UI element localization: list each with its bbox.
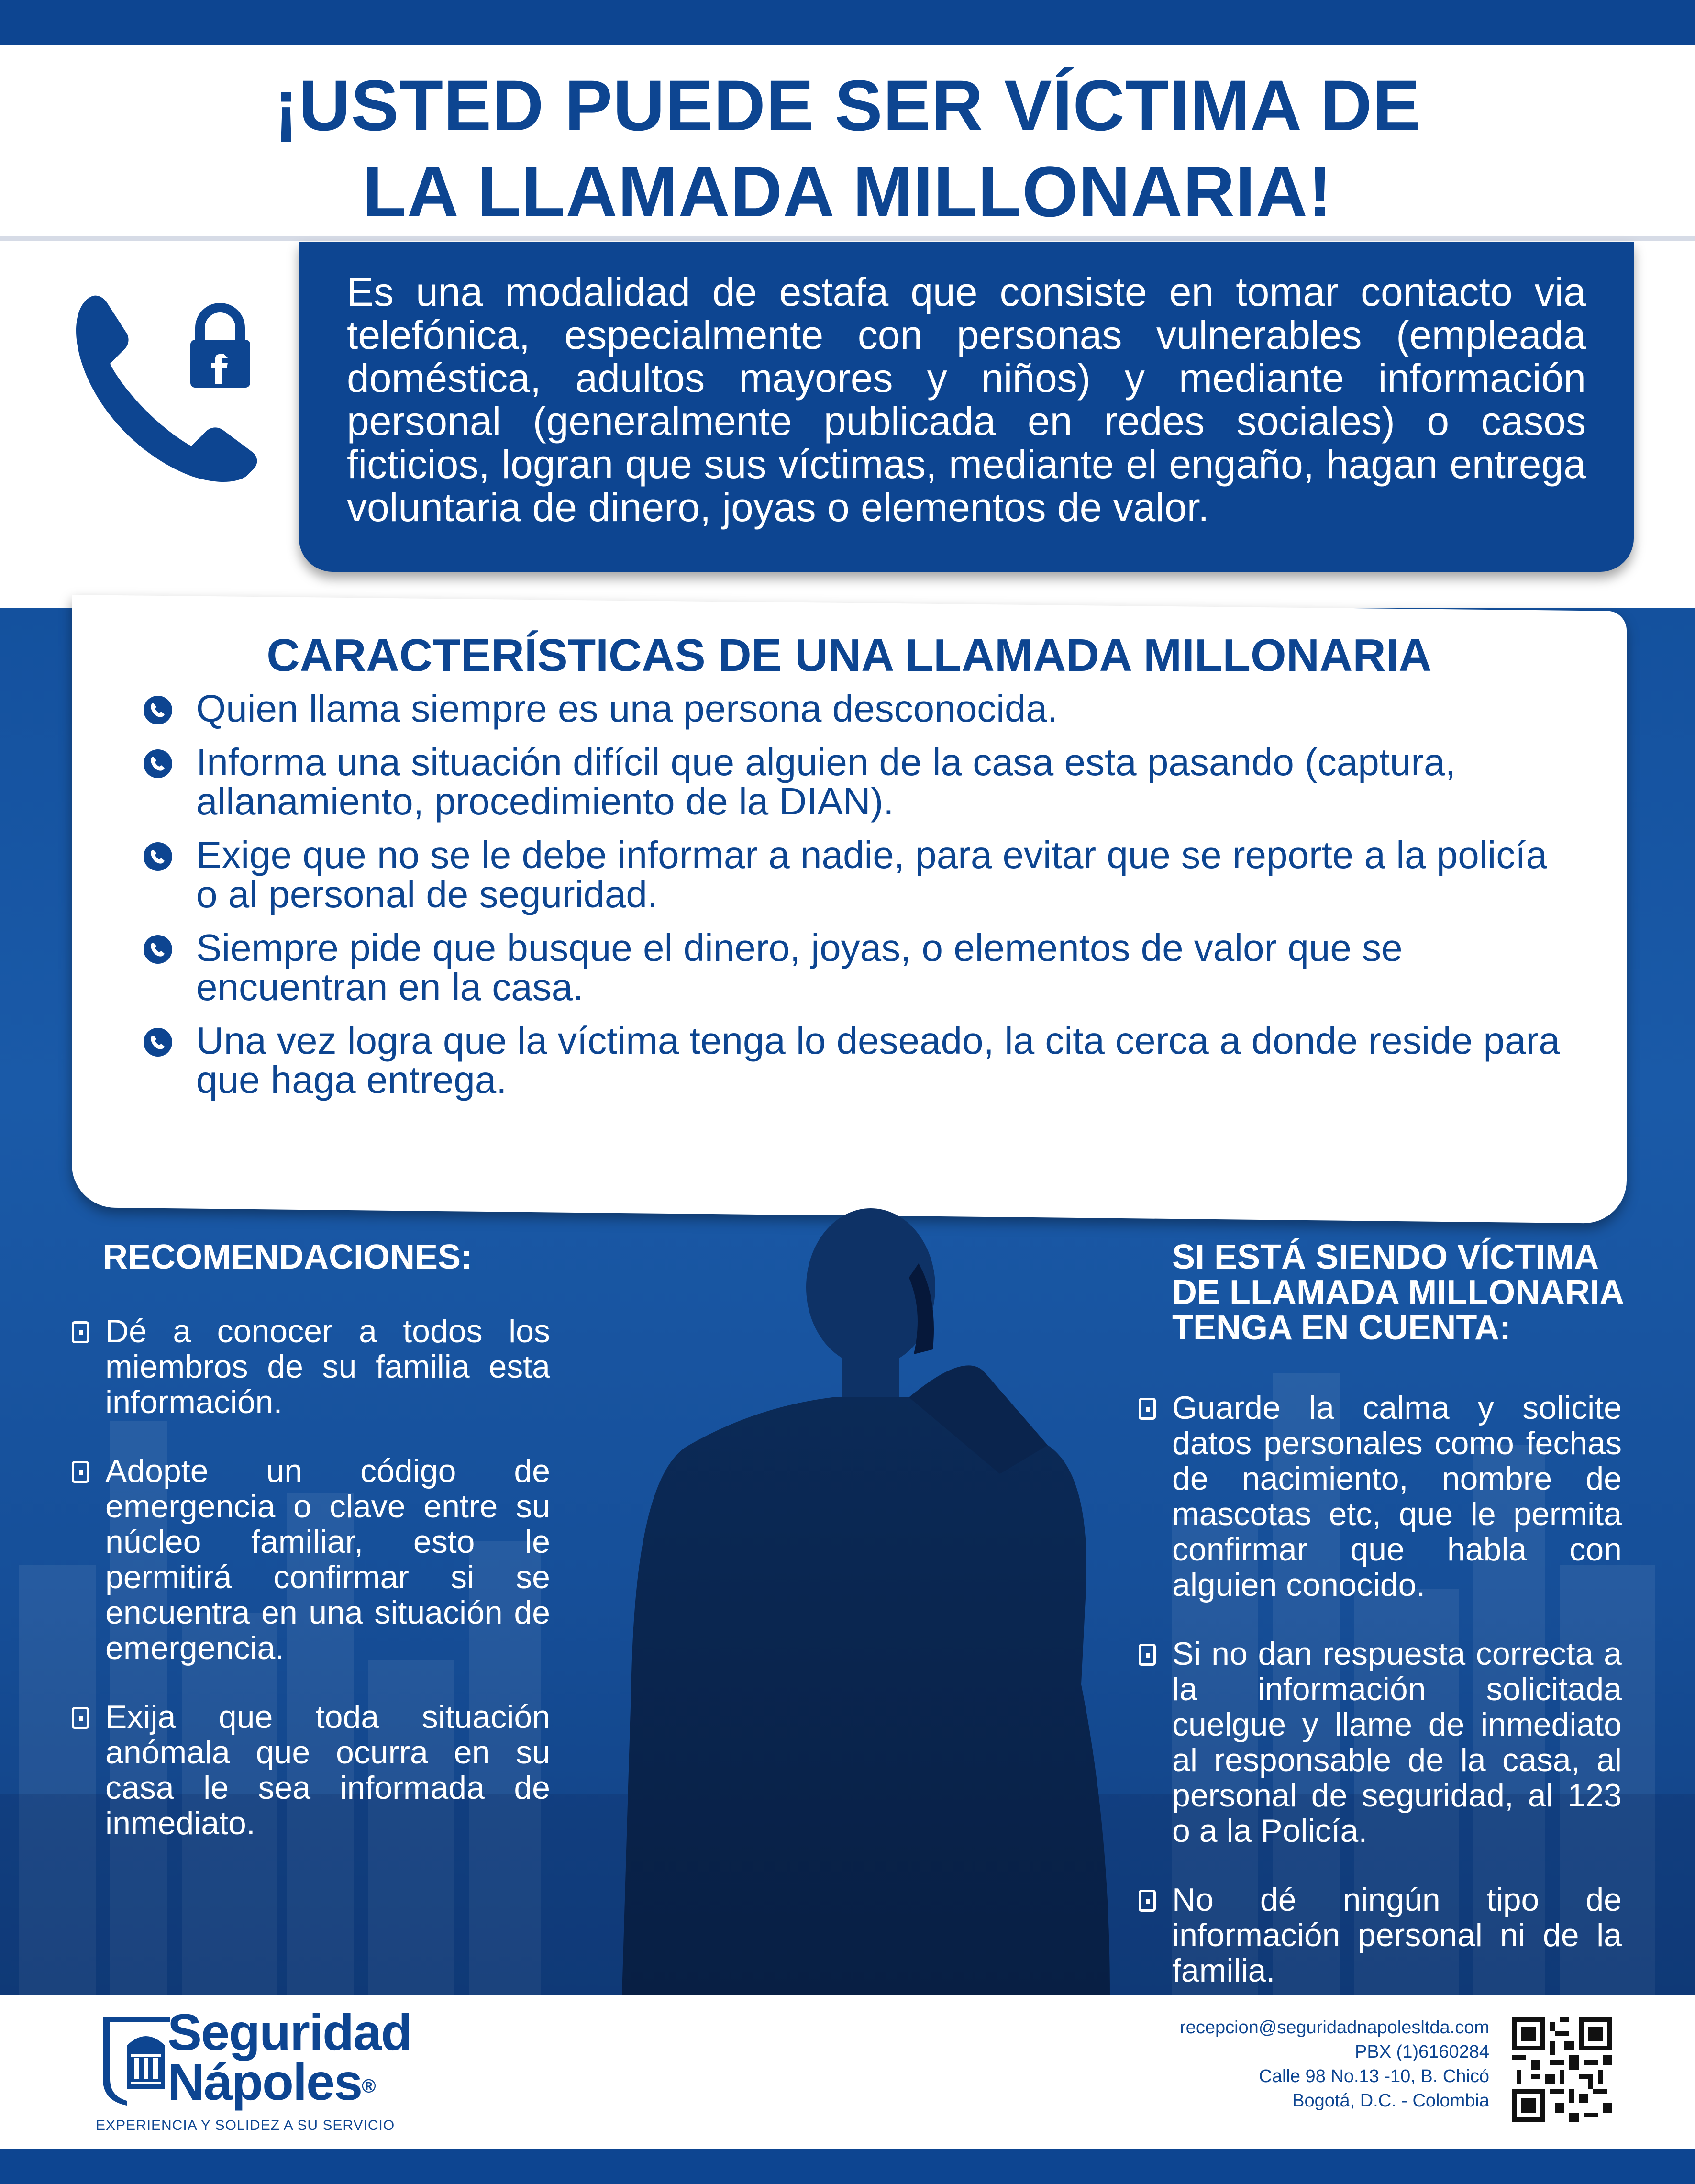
man-on-phone-silhouette bbox=[603, 1206, 1139, 1995]
characteristics-content bbox=[72, 603, 1627, 1215]
list-item: No dé ningún tipo de información personal ni de la familia. bbox=[1139, 1882, 1622, 1988]
lock-bullet-icon bbox=[1139, 1398, 1156, 1420]
contact-info bbox=[1180, 2016, 1489, 2113]
recommendations-title: RECOMENDACIONES: bbox=[103, 1238, 473, 1276]
company-logo-text bbox=[167, 2003, 412, 2111]
intro-text: Es una modalidad de estafa que consiste en tomar contacto via telefónica, especialmente con personas vulnerables (empleada doméstica, adultos mayores y niños) y mediante información personal (generalmente publicada en redes sociales) o casos ficticios, logran que sus víctimas, mediante el engaño, hagan entrega voluntaria de dinero, joyas o elementos de valor. bbox=[347, 269, 1586, 530]
lock-bullet-icon bbox=[72, 1321, 89, 1343]
list-item: Quien llama siempre es una persona desconocida. bbox=[144, 689, 1579, 728]
phone-bullet-icon bbox=[144, 1028, 172, 1057]
list-item: Dé a conocer a todos los miembros de su familia esta información. bbox=[72, 1314, 550, 1420]
phone-bullet-icon bbox=[144, 935, 172, 964]
contact-email[interactable]: recepcion@seguridadnapolesltda.com bbox=[1180, 2017, 1489, 2038]
phone-bullet-icon bbox=[144, 749, 172, 778]
phone-bullet-icon bbox=[144, 842, 172, 871]
title-line-1: ¡USTED PUEDE SER VÍCTIMA DE bbox=[274, 65, 1421, 145]
list-item: Si no dan respuesta correcta a la información solicitada cuelgue y llame de inmediato al responsable de la casa, al personal de seguridad, al 123 o a la Policía. bbox=[1139, 1636, 1622, 1849]
contact-address: Calle 98 No.13 -10, B. Chicó bbox=[1259, 2066, 1489, 2086]
list-item: Siempre pide que busque el dinero, joyas, o elementos de valor que se encuentran en la casa. bbox=[144, 928, 1579, 1007]
lock-bullet-icon bbox=[1139, 1644, 1156, 1666]
divider bbox=[0, 236, 1695, 241]
lock-bullet-icon bbox=[72, 1461, 89, 1483]
intro-box bbox=[299, 242, 1634, 572]
phone-icon bbox=[72, 287, 263, 488]
recommendations-list bbox=[72, 1314, 550, 1841]
victim-list bbox=[1139, 1390, 1622, 1988]
company-tagline: EXPERIENCIA Y SOLIDEZ A SU SERVICIO bbox=[96, 2117, 395, 2133]
qr-code[interactable] bbox=[1512, 2017, 1612, 2122]
title-line-2: LA LLAMADA MILLONARIA! bbox=[362, 151, 1333, 232]
lock-bullet-icon bbox=[72, 1707, 89, 1729]
list-item: Exija que toda situación anómala que ocurra en su casa le sea informada de inmediato. bbox=[72, 1699, 550, 1841]
registered-mark: ® bbox=[362, 2075, 375, 2097]
characteristics-list bbox=[144, 689, 1579, 1114]
list-item: Exige que no se le debe informar a nadie, para evitar que se reporte a la policía o al personal de seguridad. bbox=[144, 836, 1579, 914]
bottom-bar bbox=[0, 2149, 1695, 2184]
lock-bullet-icon bbox=[1139, 1890, 1156, 1912]
characteristics-title: CARACTERÍSTICAS DE UNA LLAMADA MILLONARIA bbox=[266, 630, 1432, 681]
contact-city: Bogotá, D.C. - Colombia bbox=[1292, 2091, 1489, 2111]
list-item: Adopte un código de emergencia o clave entre su núcleo familiar, esto le permitirá confirmar si se encuentra en una situación de emergencia. bbox=[72, 1453, 550, 1666]
phone-bullet-icon bbox=[144, 696, 172, 724]
list-item: Una vez logra que la víctima tenga lo deseado, la cita cerca a donde reside para que haga entrega. bbox=[144, 1021, 1579, 1100]
logo-line-1: Seguridad bbox=[167, 2003, 412, 2061]
logo-line-2: Nápoles bbox=[167, 2053, 362, 2111]
victim-title: SI ESTÁ SIENDO VÍCTIMA DE LLAMADA MILLONARIA TENGA EN CUENTA: bbox=[1172, 1238, 1623, 1347]
page-title bbox=[0, 62, 1695, 234]
top-bar bbox=[0, 0, 1695, 45]
list-item: Informa una situación difícil que alguien de la casa esta pasando (captura, allanamiento, procedimiento de la DIAN). bbox=[144, 743, 1579, 821]
contact-phone: PBX (1)6160284 bbox=[1355, 2042, 1489, 2062]
list-item: Guarde la calma y solicite datos personales como fechas de nacimiento, nombre de mascotas etc, que le permita confirmar que habla con alguien conocido. bbox=[1139, 1390, 1622, 1603]
